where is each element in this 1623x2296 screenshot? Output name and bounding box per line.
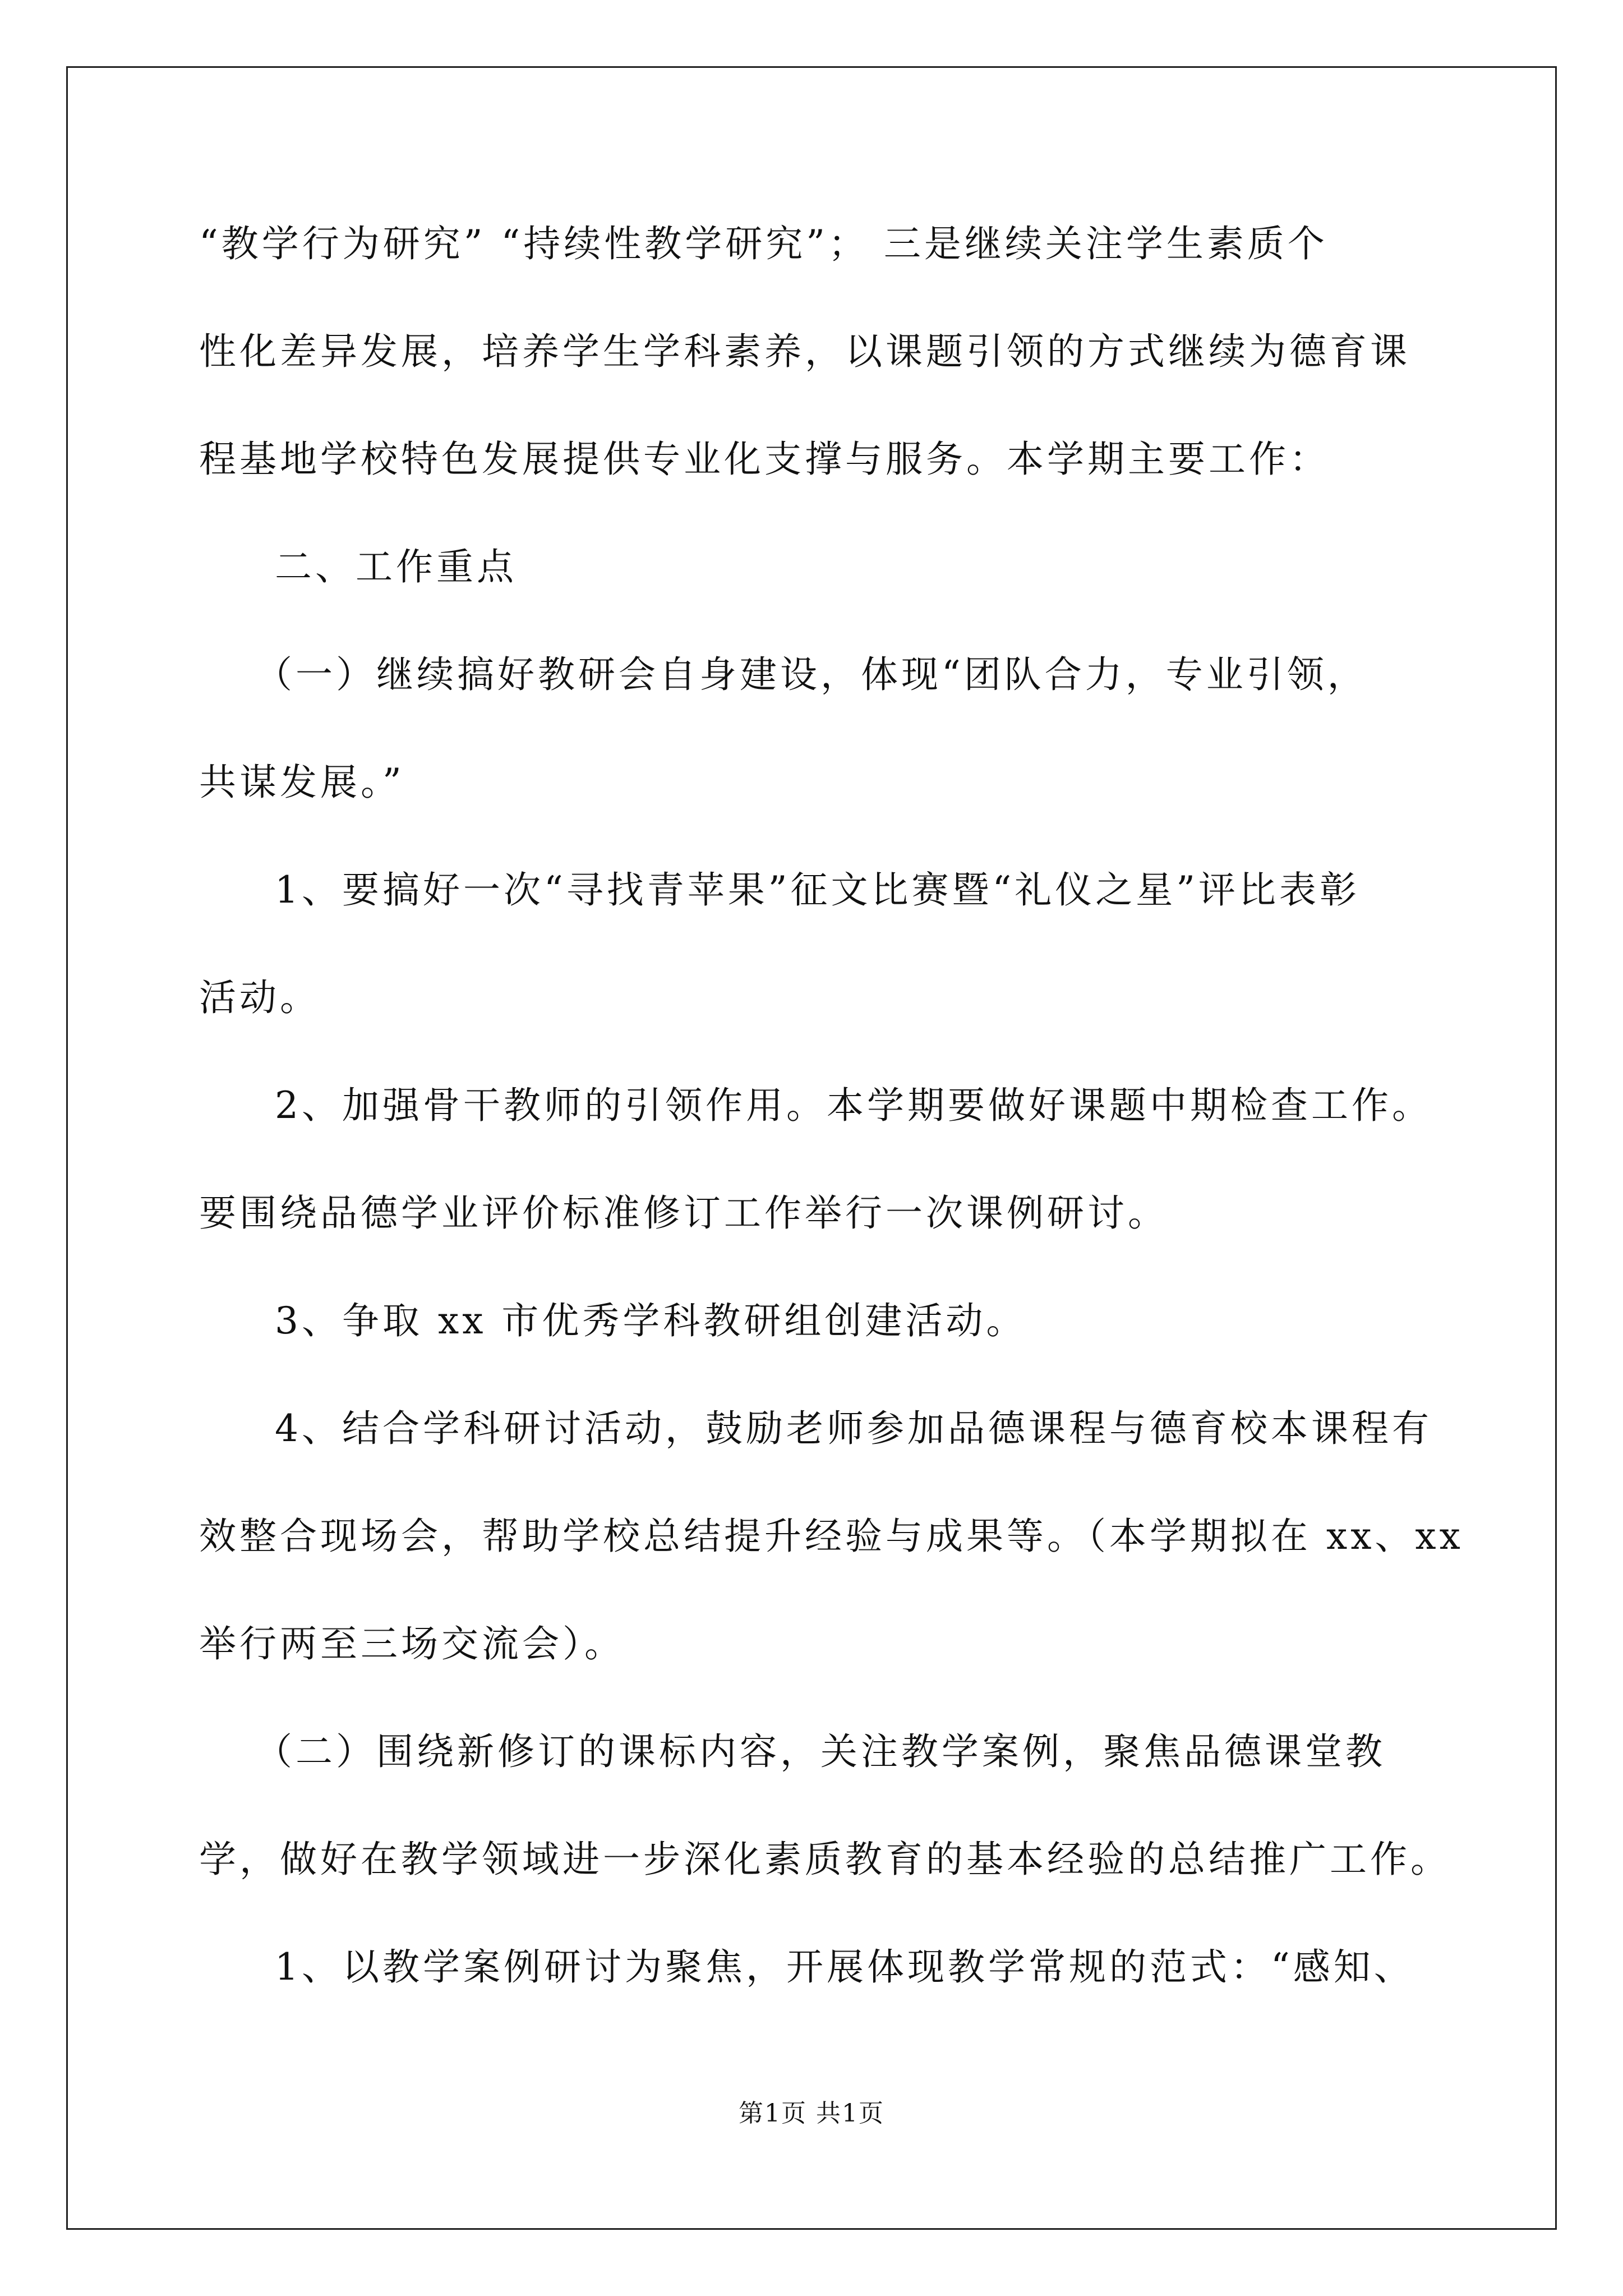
list-item: 2、加强骨干教师的引领作用。本学期要做好课题中期检查工作。 [275, 1084, 1432, 1127]
subsection-heading: （二）围绕新修订的课标内容，关注教学案例，聚焦品德课堂教 [255, 1730, 1386, 1773]
text-line: 性化差异发展，培养学生学科素养，以课题引领的方式继续为德育课 [199, 330, 1410, 373]
list-item: 4、结合学科研讨活动，鼓励老师参加品德课程与德育校本课程有 [275, 1407, 1432, 1450]
text-line: 举行两至三场交流会）。 [199, 1622, 625, 1665]
page-border [66, 66, 1557, 2230]
text-line: 共谋发展。” [199, 761, 405, 804]
subsection-heading: （一）继续搞好教研会自身建设，体现“团队合力，专业引领， [255, 653, 1368, 696]
text-line: 学，做好在教学领域进一步深化素质教育的基本经验的总结推广工作。 [199, 1838, 1451, 1881]
page-footer: 第1页 共1页 [739, 2099, 884, 2128]
list-item: 1、以教学案例研讨为聚焦，开展体现教学常规的范式：“感知、 [275, 1945, 1414, 1989]
list-item: 3、争取 xx 市优秀学科教研组创建活动。 [275, 1299, 1027, 1342]
text-line: 活动。 [199, 976, 320, 1019]
text-line: “教学行为研究” “持续性教学研究”； 三是继续关注学生素质个 [199, 222, 1328, 265]
section-heading: 二、工作重点 [275, 545, 517, 588]
text-line: 要围绕品德学业评价标准修订工作举行一次课例研讨。 [199, 1191, 1168, 1235]
text-line: 效整合现场会，帮助学校总结提升经验与成果等。（本学期拟在 xx、xx [199, 1515, 1464, 1558]
text-line: 程基地学校特色发展提供专业化支撑与服务。本学期主要工作： [199, 438, 1330, 481]
list-item: 1、要搞好一次“寻找青苹果”征文比赛暨“礼仪之星”评比表彰 [275, 868, 1360, 912]
